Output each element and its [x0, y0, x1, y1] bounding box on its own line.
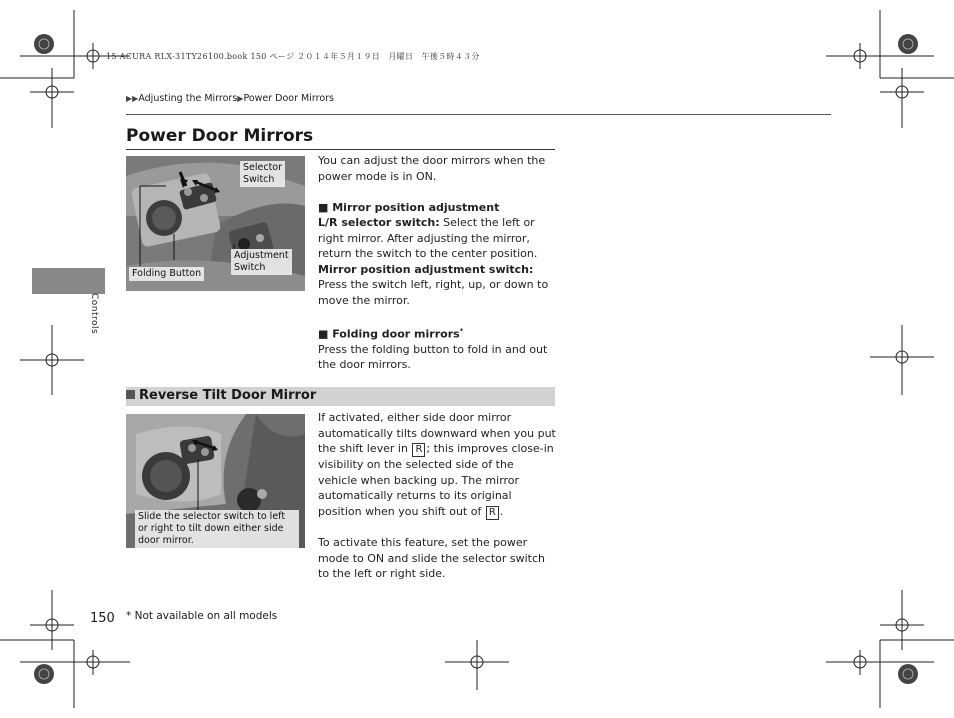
title-rule	[126, 149, 555, 150]
section-square-icon	[126, 390, 135, 399]
side-chapter-tab	[32, 268, 105, 294]
footnote-asterisk: *	[459, 326, 464, 335]
reverse-tilt-illustration	[126, 414, 305, 548]
page-title: Power Door Mirrors	[126, 126, 314, 146]
section1-text	[318, 153, 556, 373]
heading-square-icon: ■	[318, 327, 333, 341]
selector-switch-label: Selector Switch	[240, 161, 285, 187]
reverse-tilt-caption: Slide the selector switch to left or right to tilt down either side door mirror.	[135, 510, 299, 548]
print-header-info: 15 ACURA RLX-31TY26100.book 150 ページ ２０１４年５月１９日 月曜日 午後５時４３分	[106, 52, 480, 61]
breadcrumb	[126, 93, 334, 104]
lr-selector-paragraph: L/R selector switch: Select the left or right mirror. After adjusting the mirror, return the switch to the center position.	[318, 216, 538, 260]
reverse-tilt-paragraph: If activated, either side door mirror automatically tilts downward when you put the shift lever in R ; this improves close-in visibility on the selected side of the vehicle when backing up. The mirror automatically returns to its original position when you shift out of R .	[318, 411, 556, 518]
reverse-gear-key: R	[486, 506, 499, 520]
activation-paragraph: To activate this feature, set the power mode to ON and slide the selector switch to the left or right side.	[318, 536, 545, 580]
breadcrumb-section-link[interactable]: Adjusting the Mirrors	[138, 93, 238, 104]
breadcrumb-arrow-icon: ▶▶	[126, 94, 139, 103]
header-rule	[126, 114, 831, 115]
mirror-position-heading: ■ Mirror position adjustment	[318, 200, 500, 214]
reverse-gear-key: R	[412, 443, 425, 457]
footnote: * Not available on all models	[126, 610, 278, 622]
folding-button-label: Folding Button	[129, 267, 204, 281]
mirror-controls-illustration	[126, 156, 305, 291]
breadcrumb-current: Power Door Mirrors	[243, 93, 334, 104]
section-heading: Reverse Tilt Door Mirror	[126, 388, 316, 403]
intro-paragraph: You can adjust the door mirrors when the power mode is in ON.	[318, 154, 546, 183]
adjustment-switch-label: Adjustment Switch	[231, 249, 292, 275]
breadcrumb-separator-icon: ▶	[237, 94, 244, 103]
side-chapter-label: Controls	[89, 293, 99, 335]
page-number: 150	[90, 611, 115, 626]
folding-mirrors-heading: ■ Folding door mirrors*	[318, 326, 464, 341]
folding-paragraph: Press the folding button to fold in and out the door mirrors.	[318, 342, 548, 372]
heading-square-icon: ■	[318, 200, 333, 214]
section2-text	[318, 410, 556, 582]
adjustment-switch-paragraph: Mirror position adjustment switch: Press the switch left, right, up, or down to move the mirror.	[318, 262, 549, 307]
